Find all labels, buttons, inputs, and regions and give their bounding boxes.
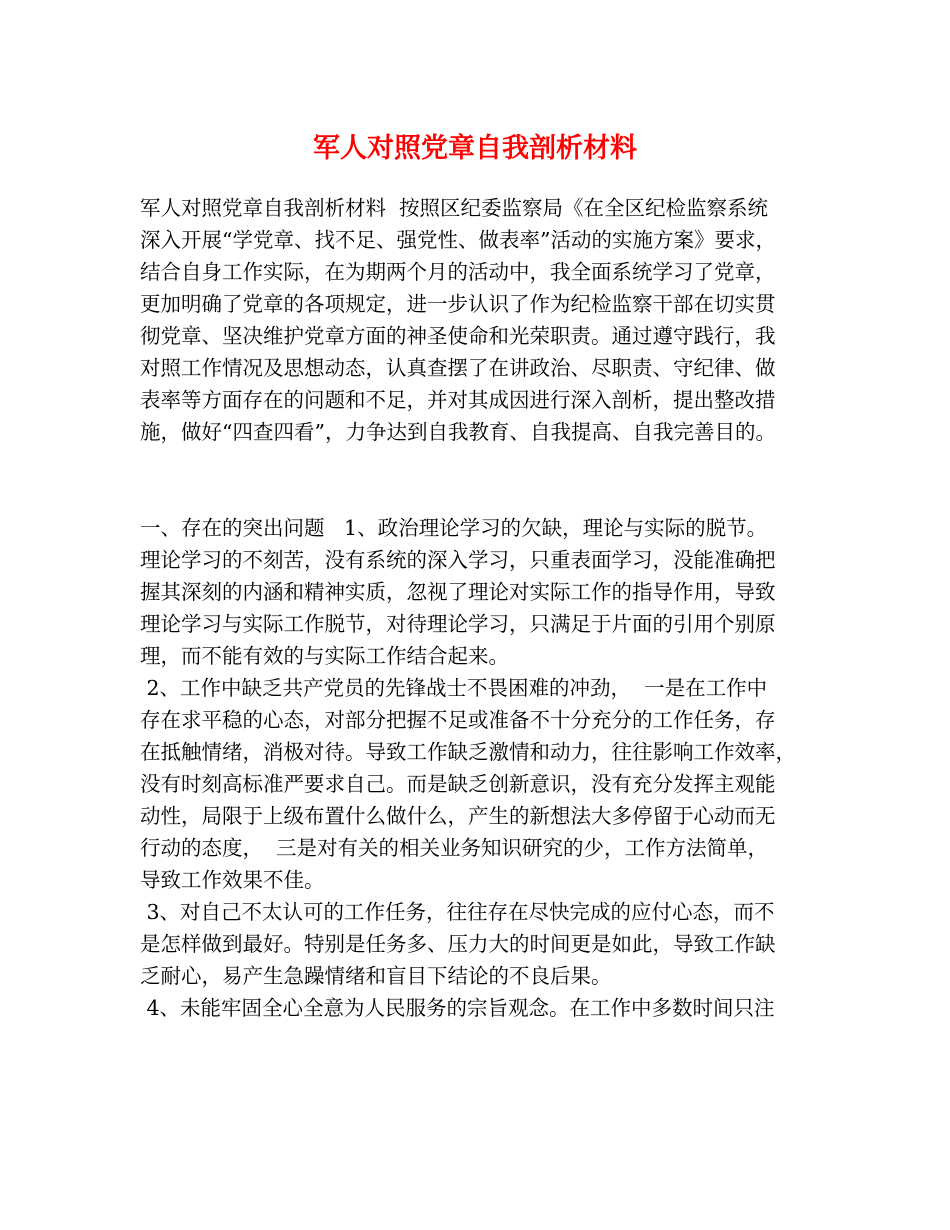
paragraph-line: 军人对照党章自我剖析材料 按照区纪委监察局《在全区纪检监察系统	[140, 196, 769, 220]
paragraph-line: 表率等方面存在的问题和不足，并对其成因进行深入剖析，提出整改措	[140, 388, 776, 412]
paragraph-line: 理，而不能有效的与实际工作结合起来。	[140, 644, 509, 668]
paragraph-line: 动性，局限于上级布置什么做什么，产生的新想法大多停留于心动而无	[140, 804, 776, 828]
paragraph-line: 在抵触情绪，消极对待。导致工作缺乏激情和动力，往往影响工作效率，	[140, 740, 796, 764]
paragraph-line: 对照工作情况及思想动态，认真查摆了在讲政治、尽职责、守纪律、做	[140, 356, 776, 380]
paragraph-line: 没有时刻高标准严要求自己。而是缺乏创新意识，没有充分发挥主观能	[140, 772, 776, 796]
paragraph-line: 行动的态度， 三是对有关的相关业务知识研究的少，工作方法简单，	[140, 836, 769, 860]
paragraph-line: 3、对自己不太认可的工作任务，往往存在尽快完成的应付心态，而不	[140, 900, 775, 924]
paragraph-line: 理论学习与实际工作脱节，对待理论学习，只满足于片面的引用个别原	[140, 612, 776, 636]
paragraph-line: 结合自身工作实际，在为期两个月的活动中，我全面系统学习了党章，	[140, 260, 776, 284]
paragraph-line: 更加明确了党章的各项规定，进一步认识了作为纪检监察干部在切实贯	[140, 292, 776, 316]
paragraph-line: 是怎样做到最好。特别是任务多、压力大的时间更是如此，导致工作缺	[140, 932, 776, 956]
paragraph-line: 施，做好“四查四看”，力争达到自我教育、自我提高、自我完善目的。	[140, 420, 776, 444]
paragraph-line: 握其深刻的内涵和精神实质，忽视了理论对实际工作的指导作用，导致	[140, 580, 776, 604]
paragraph-line: 2、工作中缺乏共产党员的先锋战士不畏困难的冲劲， 一是在工作中	[140, 676, 768, 700]
paragraph-line: 理论学习的不刻苦，没有系统的深入学习，只重表面学习，没能准确把	[140, 548, 776, 572]
paragraph-line: 一、存在的突出问题 1、政治理论学习的欠缺，理论与实际的脱节。	[140, 516, 768, 540]
page-title: 军人对照党章自我剖析材料	[313, 133, 637, 164]
paragraph-line: 4、未能牢固全心全意为人民服务的宗旨观念。在工作中多数时间只注	[140, 996, 775, 1020]
paragraph-line: 深入开展“学党章、找不足、强党性、做表率”活动的实施方案》要求，	[140, 228, 776, 252]
paragraph-line: 存在求平稳的心态，对部分把握不足或准备不十分充分的工作任务，存	[140, 708, 776, 732]
paragraph-line: 乏耐心，易产生急躁情绪和盲目下结论的不良后果。	[140, 964, 612, 988]
paragraph-line: 导致工作效果不佳。	[140, 868, 325, 892]
paragraph-line: 彻党章、坚决维护党章方面的神圣使命和光荣职责。通过遵守践行，我	[140, 324, 776, 348]
